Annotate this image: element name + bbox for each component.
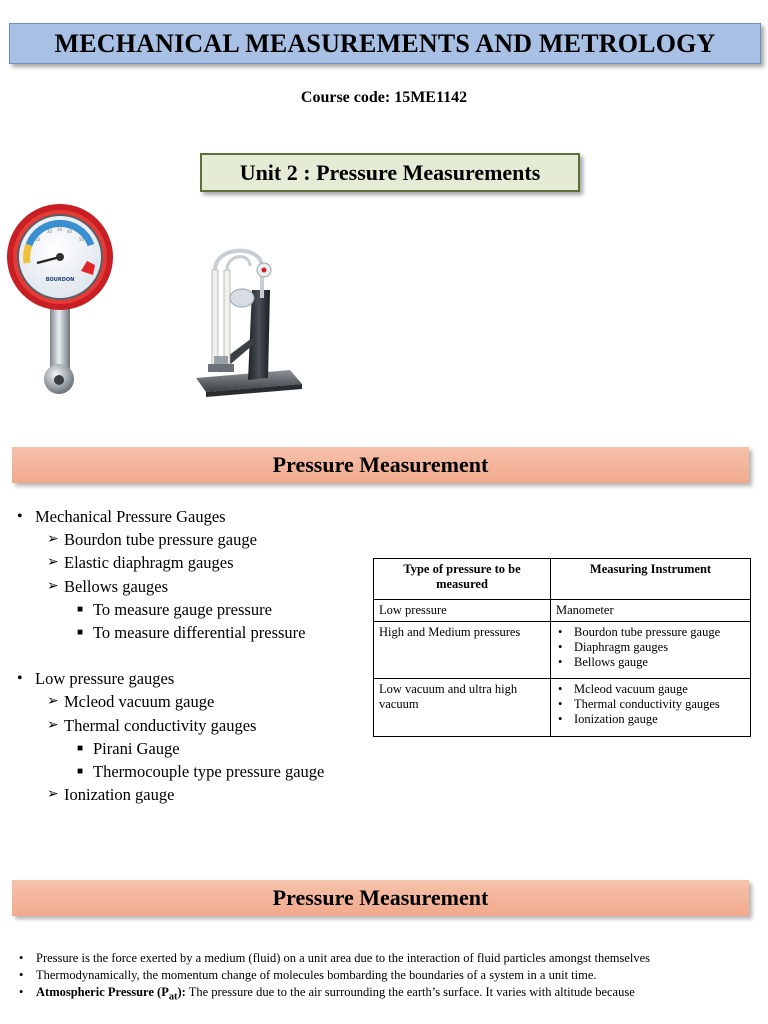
list-item: • Bourdon tube pressure gauge	[558, 625, 721, 639]
svg-text:10: 10	[35, 237, 41, 242]
manometer-image	[190, 240, 308, 400]
list-item: • Bellows gauge	[558, 655, 648, 669]
square-bullet-icon: ■	[77, 627, 84, 639]
list-item: ➢ Bellows gauges	[17, 575, 377, 598]
list-item: • Low pressure gauges	[17, 667, 377, 690]
table-header: Type of pressure to be measured	[374, 559, 551, 600]
list-item: ■ To measure differential pressure	[17, 621, 377, 644]
table-cell: High and Medium pressures	[374, 622, 551, 679]
table-cell: Low pressure	[374, 600, 551, 622]
gauge-dial-text: BOURDON	[45, 277, 75, 283]
list-item: • Pressure is the force exerted by a medium (fluid) on a unit area due to the interaction of fluid particles amongst themselves	[19, 951, 651, 965]
list-item: ➢ Ionization gauge	[17, 783, 377, 806]
svg-text:40: 40	[67, 229, 73, 234]
list-item: ■ Thermocouple type pressure gauge	[17, 760, 377, 783]
svg-text:20: 20	[47, 229, 53, 234]
list-item: ■ To measure gauge pressure	[17, 598, 377, 621]
gauge-classification-list	[17, 505, 377, 806]
list-item: • Diaphragm gauges	[558, 640, 669, 654]
svg-text:50: 50	[79, 237, 85, 242]
list-item: • Thermal conductivity gauges	[558, 697, 720, 711]
pressure-instrument-table	[373, 558, 751, 737]
definition-notes	[19, 950, 709, 1006]
unit-heading: Unit 2 : Pressure Measurements	[200, 153, 580, 192]
table-cell: Manometer	[551, 600, 751, 622]
document-title: MECHANICAL MEASUREMENTS AND METROLOGY	[9, 23, 761, 64]
table-row	[374, 622, 751, 679]
pressure-gauge-image	[5, 203, 117, 397]
table-cell	[551, 679, 751, 737]
square-bullet-icon: ■	[77, 766, 84, 778]
list-item: ➢ Thermal conductivity gauges	[17, 714, 377, 737]
table-header-row	[374, 559, 751, 600]
square-bullet-icon: ■	[77, 742, 84, 754]
list-item: • Ionization gauge	[558, 712, 658, 726]
arrow-bullet-icon: ➢	[47, 532, 59, 548]
list-item: ➢ Bourdon tube pressure gauge	[17, 528, 377, 551]
arrow-bullet-icon: ➢	[47, 787, 59, 803]
list-item: • Thermodynamically, the momentum change of molecules bombarding the boundaries of a system in a unit time.	[19, 968, 597, 982]
list-item: • Mcleod vacuum gauge	[558, 682, 688, 696]
table-cell	[551, 622, 751, 679]
arrow-bullet-icon: ➢	[47, 717, 59, 733]
list-item: • Mechanical Pressure Gauges	[17, 505, 377, 528]
arrow-bullet-icon: ➢	[47, 555, 59, 571]
section-title-pressure-measurement-2: Pressure Measurement	[12, 880, 749, 916]
arrow-bullet-icon: ➢	[47, 694, 59, 710]
table-header: Measuring Instrument	[551, 559, 751, 600]
table-cell: Low vacuum and ultra high vacuum	[374, 679, 551, 737]
arrow-bullet-icon: ➢	[47, 578, 59, 594]
square-bullet-icon: ■	[77, 603, 84, 615]
table-row	[374, 600, 751, 622]
bullet-icon: •	[17, 508, 23, 525]
list-item: ■ Pirani Gauge	[17, 737, 377, 760]
atmospheric-pressure-label: Atmospheric Pressure $(P_{at})$:	[36, 985, 186, 1003]
list-item: ➢ Mcleod vacuum gauge	[17, 690, 377, 713]
bullet-icon: •	[17, 670, 23, 688]
list-item: ➢ Elastic diaphragm gauges	[17, 551, 377, 574]
svg-text:30: 30	[57, 227, 63, 232]
list-item: • Atmospheric Pressure $(P_{at})$: The pressure due to the air surrounding the earth’s surface. It varies with altitude because	[19, 985, 635, 1003]
section-title-pressure-measurement: Pressure Measurement	[12, 447, 749, 483]
course-code: Course code: 15ME1142	[300, 89, 468, 106]
table-row	[374, 679, 751, 737]
